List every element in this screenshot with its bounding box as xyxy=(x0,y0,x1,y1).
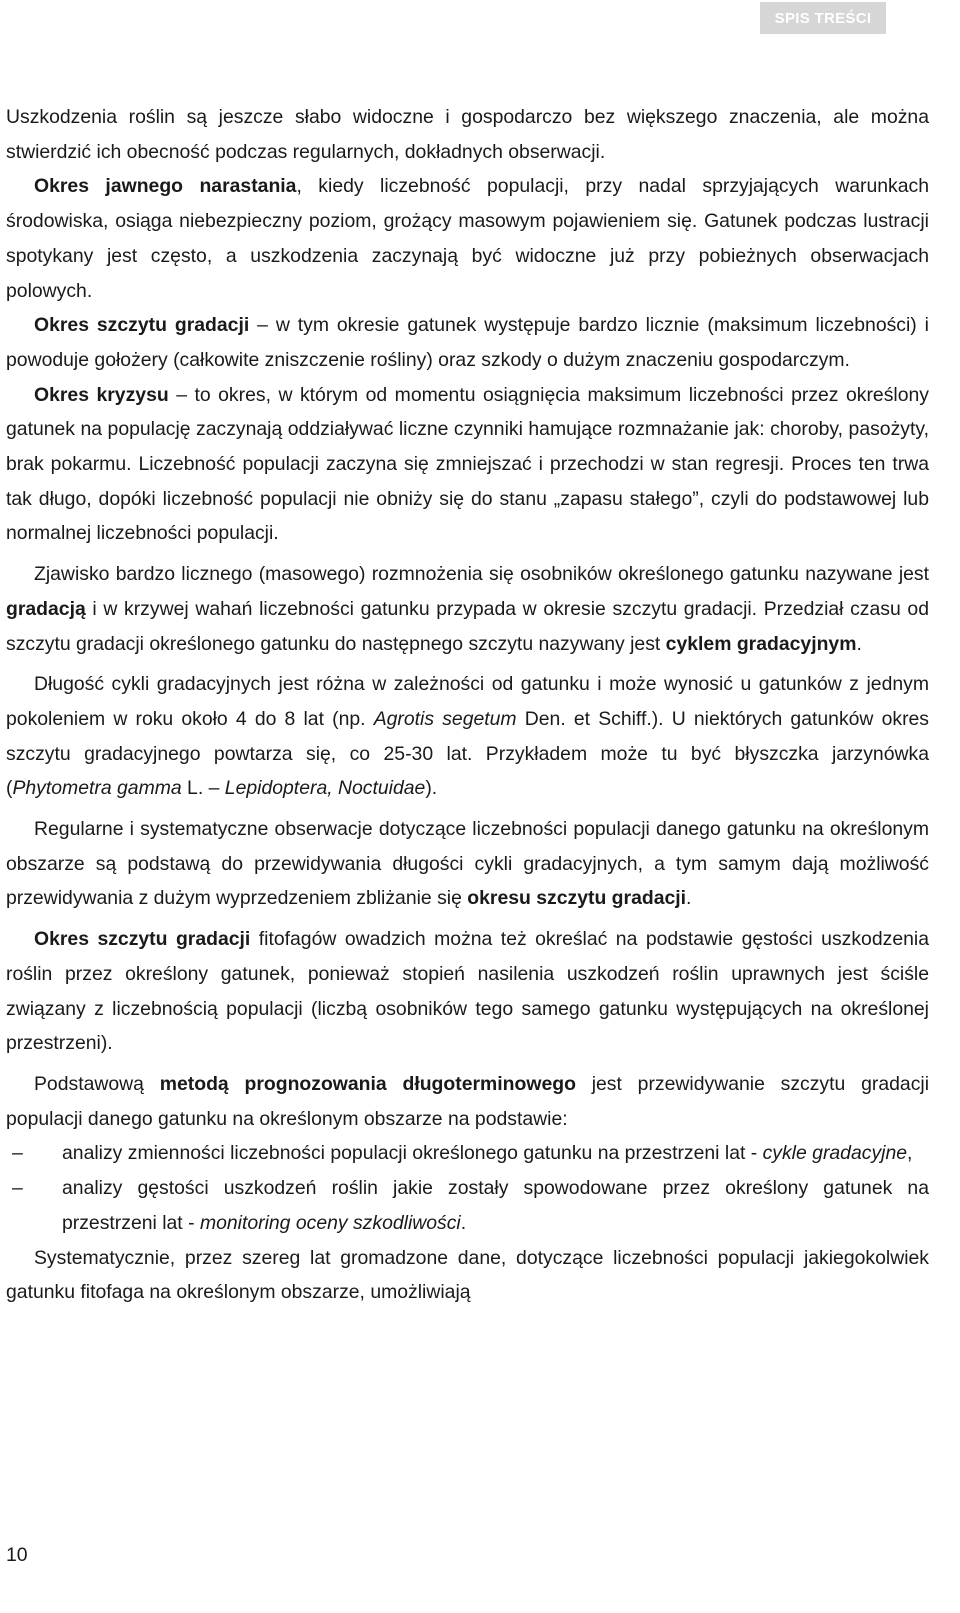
document-body xyxy=(6,100,929,1310)
list-item xyxy=(6,1171,929,1240)
paragraph-gradacja xyxy=(6,557,929,661)
paragraph-okres-szczytu-gradacji xyxy=(6,308,929,377)
text-segment: , kiedy liczebność populacji, przy nadal sprzyjających warunkach środowiska, osiąga niebezpieczny poziom, grożący masowym pojawieniem się. Gatunek podczas lustracji spotykany jest często, a uszkodzenia zaczynają być widoczne już przy pobieżnych obserwacjach polowych. xyxy=(6,175,929,302)
text-segment: . xyxy=(460,1211,467,1234)
term-italic: cykle gradacyjne xyxy=(762,1142,908,1165)
text-segment: Systematycznie, przez szereg lat gromadzone dane, dotyczące liczebności populacji jakiegokolwiek gatunku fitofaga na określonym obszarze, umożliwiają xyxy=(6,1246,929,1304)
text-segment: . xyxy=(686,887,692,910)
term-bold: Okres kryzysu xyxy=(34,383,169,406)
dash-bullet-icon: – xyxy=(12,1177,23,1200)
text-segment: jest przewidywanie szczytu gradacji populacji danego gatunku na określonym obszarze na podstawie: xyxy=(6,1072,929,1130)
paragraph-okres-szczytu-fitofagow xyxy=(6,922,929,1061)
text-segment: Regularne i systematyczne obserwacje dotyczące liczebności populacji danego gatunku na określonym obszarze są podstawą do przewidywania długości cykli gradacyjnych, a tym samym dają możliwość przewidywania z dużym wyprzedzeniem zbliżanie się xyxy=(6,818,929,910)
paragraph-1 xyxy=(6,100,929,169)
taxon-italic: Lepidoptera, Noctuidae xyxy=(224,777,426,800)
paragraph-okres-jawnego-narastania xyxy=(6,169,929,308)
term-bold: metodą prognozowania długoterminowego xyxy=(159,1072,576,1095)
term-bold: gradacją xyxy=(6,597,86,620)
toc-button[interactable]: SPIS TREŚCI xyxy=(760,2,886,34)
paragraph-systematycznie xyxy=(6,1241,929,1310)
paragraph-obserwacje xyxy=(6,812,929,916)
list-item xyxy=(6,1136,929,1171)
text-segment: Zjawisko bardzo licznego (masowego) rozmnożenia się osobników określonego gatunku nazywane jest xyxy=(34,563,929,586)
text-segment: , xyxy=(907,1142,913,1165)
text-segment: fitofagów owadzich można też określać na podstawie gęstości uszkodzenia roślin przez określony gatunek, ponieważ stopień nasilenia uszkodzeń roślin uprawnych jest ściśle związany z liczebnością populacji (liczbą osobników tego samego gatunku występujących na określonej przestrzeni). xyxy=(6,928,929,1055)
text-segment: . xyxy=(856,632,862,655)
text-segment: – to okres, w którym od momentu osiągnięcia maksimum liczebności przez określony gatunek na populację zaczynają oddziaływać liczne czynniki hamujące rozmnażanie jak: choroby, pasożyty, brak pokarmu. Liczebność populacji zaczyna się zmniejszać i przechodzi w stan regresji. Proces ten trwa tak długo, dopóki liczebność populacji nie obniży się do stanu „zapasu stałego”, czyli do podstawowej lub normalnej liczebności populacji. xyxy=(6,383,929,545)
text-segment: analizy gęstości uszkodzeń roślin jakie zostały spowodowane przez określony gatunek na przestrzeni lat - xyxy=(62,1177,929,1234)
text-segment: i w krzywej wahań liczebności gatunku przypada w okresie szczytu gradacji. Przedział czasu od szczytu gradacji określonego gatunku do następnego szczytu nazywany jest xyxy=(6,597,929,655)
page-number: 10 xyxy=(6,1544,28,1566)
term-bold: Okres szczytu gradacji xyxy=(34,928,251,951)
text-segment: analizy zmienności liczebności populacji określonego gatunku na przestrzeni lat - xyxy=(62,1142,763,1165)
text-segment: ). xyxy=(425,777,438,800)
term-bold: Okres szczytu gradacji xyxy=(34,314,250,337)
species-name-italic: Agrotis segetum xyxy=(373,707,517,730)
term-bold: cyklem gradacyjnym xyxy=(665,632,857,655)
species-name-italic: Phytometra gamma xyxy=(12,777,182,800)
paragraph-metoda-prognozowania xyxy=(6,1067,929,1136)
term-bold: Okres jawnego narastania xyxy=(34,175,297,198)
paragraph-okres-kryzysu xyxy=(6,378,929,552)
text-segment: L. – xyxy=(181,777,225,800)
text-segment: Podstawową xyxy=(34,1072,160,1095)
term-bold: okresu szczytu gradacji xyxy=(467,887,687,910)
text-segment: Długość cykli gradacyjnych jest różna w zależności od gatunku i może wynosić u gatunków z jednym pokoleniem w roku około 4 do 8 lat (np. xyxy=(6,673,929,730)
paragraph-dlugosc-cykli xyxy=(6,667,929,806)
text-segment: – w tym okresie gatunek występuje bardzo licznie (maksimum liczebności) i powoduje gołożery (całkowite zniszczenie rośliny) oraz szkody o dużym znaczeniu gospodarczym. xyxy=(6,314,929,371)
text-segment: Uszkodzenia roślin są jeszcze słabo widoczne i gospodarczo bez większego znaczenia, ale można stwierdzić ich obecność podczas regularnych, dokładnych obserwacji. xyxy=(6,106,929,163)
bullet-list xyxy=(6,1136,929,1240)
term-italic: monitoring oceny szkodliwości xyxy=(199,1211,461,1234)
text-segment: Den. et Schiff.). U niektórych gatunków okres szczytu gradacyjnego powtarza się, co 25-30 lat. Przykładem może tu być błyszczka jarzynówka ( xyxy=(6,707,930,800)
dash-bullet-icon: – xyxy=(12,1142,23,1165)
